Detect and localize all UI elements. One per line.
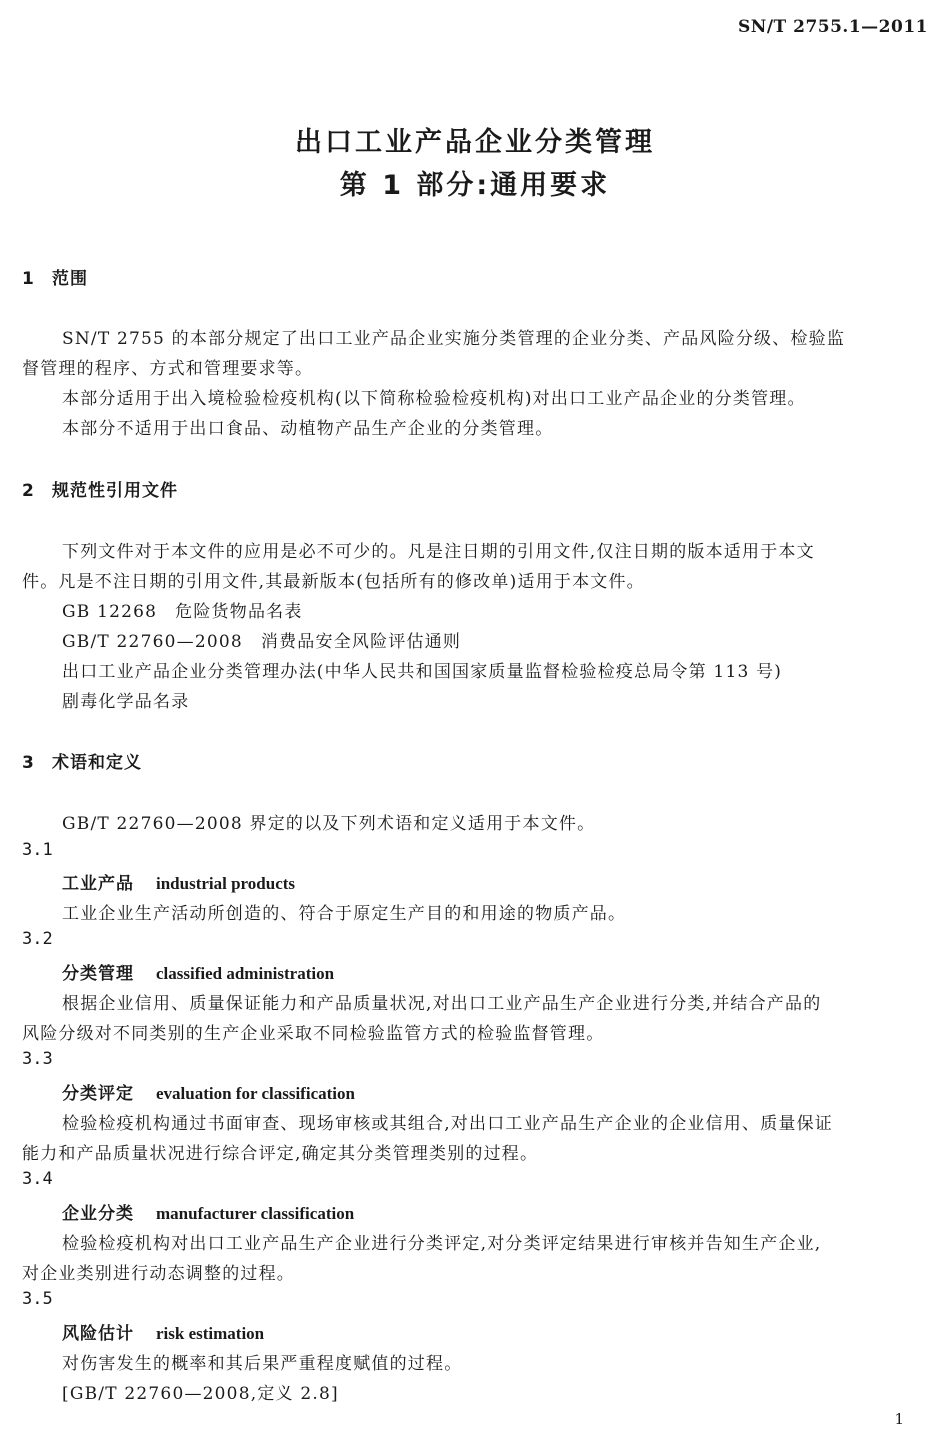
term-definition-continuation: 风险分级对不同类别的生产企业采取不同检验监管方式的检验监督管理。 — [22, 1024, 605, 1044]
term-definition: 根据企业信用、质量保证能力和产品质量状况,对出口工业产品生产企业进行分类,并结合产品的 — [62, 994, 822, 1014]
term-en: risk estimation — [156, 1324, 265, 1343]
reference-item: 出口工业产品企业分类管理办法(中华人民共和国国家质量监督检验检疫总局令第 113 号) — [62, 662, 783, 682]
term-definition: 检验检疫机构通过书面审查、现场审核或其组合,对出口工业产品生产企业的企业信用、质量保证 — [62, 1114, 834, 1134]
section-title: 术语和定义 — [52, 753, 142, 773]
term-heading — [62, 869, 295, 894]
reference-title: 消费品安全风险评估通则 — [260, 632, 462, 652]
paragraph: 本部分不适用于出口食品、动植物产品生产企业的分类管理。 — [62, 419, 554, 439]
reference-code: GB/T 22760—2008 — [62, 632, 243, 652]
document-title: 出口工业产品企业分类管理 — [295, 127, 655, 158]
page-number: 1 — [894, 1410, 904, 1428]
term-heading — [62, 959, 334, 984]
reference-code: GB 12268 — [62, 602, 158, 622]
section-title: 规范性引用文件 — [52, 481, 178, 501]
reference-title: 危险货物品名表 — [175, 602, 303, 622]
section-heading-terms-definitions — [22, 748, 142, 773]
term-en: evaluation for classification — [156, 1084, 355, 1103]
paragraph: 下列文件对于本文件的应用是必不可少的。凡是注日期的引用文件,仅注日期的版本适用于本文 — [62, 542, 815, 562]
term-zh: 企业分类 — [62, 1204, 134, 1224]
term-heading — [62, 1199, 354, 1224]
section-number: 1 — [22, 269, 35, 289]
section-number: 2 — [22, 481, 35, 501]
term-zh: 工业产品 — [62, 874, 134, 894]
term-en: industrial products — [156, 874, 296, 893]
section-title: 范围 — [52, 269, 88, 289]
document-subtitle: 第 1 部分:通用要求 — [339, 170, 611, 201]
term-number: 3.2 — [22, 929, 53, 949]
term-zh: 风险估计 — [62, 1324, 134, 1344]
reference-item: 剧毒化学品名录 — [62, 692, 190, 712]
term-number: 3.3 — [22, 1049, 53, 1069]
term-definition-continuation: 对企业类别进行动态调整的过程。 — [22, 1264, 295, 1284]
term-definition: 对伤害发生的概率和其后果严重程度赋值的过程。 — [62, 1354, 463, 1374]
term-zh: 分类评定 — [62, 1084, 134, 1104]
term-en: classified administration — [156, 964, 335, 983]
term-number: 3.4 — [22, 1169, 53, 1189]
term-number: 3.5 — [22, 1289, 53, 1309]
term-zh: 分类管理 — [62, 964, 134, 984]
paragraph: GB/T 22760—2008 界定的以及下列术语和定义适用于本文件。 — [62, 814, 596, 834]
term-number: 3.1 — [22, 840, 53, 860]
reference-item — [62, 627, 461, 652]
section-heading-scope — [22, 264, 88, 289]
reference-item — [62, 597, 303, 622]
term-source: [GB/T 22760—2008,定义 2.8] — [62, 1384, 339, 1404]
paragraph-continuation: 件。凡是不注日期的引用文件,其最新版本(包括所有的修改单)适用于本文件。 — [22, 572, 645, 592]
paragraph-continuation: 督管理的程序、方式和管理要求等。 — [22, 359, 314, 379]
term-definition-continuation: 能力和产品质量状况进行综合评定,确定其分类管理类别的过程。 — [22, 1144, 539, 1164]
section-heading-normative-references — [22, 476, 178, 501]
term-heading — [62, 1079, 355, 1104]
term-heading — [62, 1319, 264, 1344]
term-en: manufacturer classification — [156, 1204, 355, 1223]
term-definition: 检验检疫机构对出口工业产品生产企业进行分类评定,对分类评定结果进行审核并告知生产企业, — [62, 1234, 822, 1254]
paragraph: SN/T 2755 的本部分规定了出口工业产品企业实施分类管理的企业分类、产品风险分级、检验监 — [62, 329, 846, 349]
section-number: 3 — [22, 753, 35, 773]
standard-code-header: SN/T 2755.1—2011 — [738, 17, 928, 37]
paragraph: 本部分适用于出入境检验检疫机构(以下简称检验检疫机构)对出口工业产品企业的分类管理。 — [62, 389, 806, 409]
term-definition: 工业企业生产活动所创造的、符合于原定生产目的和用途的物质产品。 — [62, 904, 627, 924]
